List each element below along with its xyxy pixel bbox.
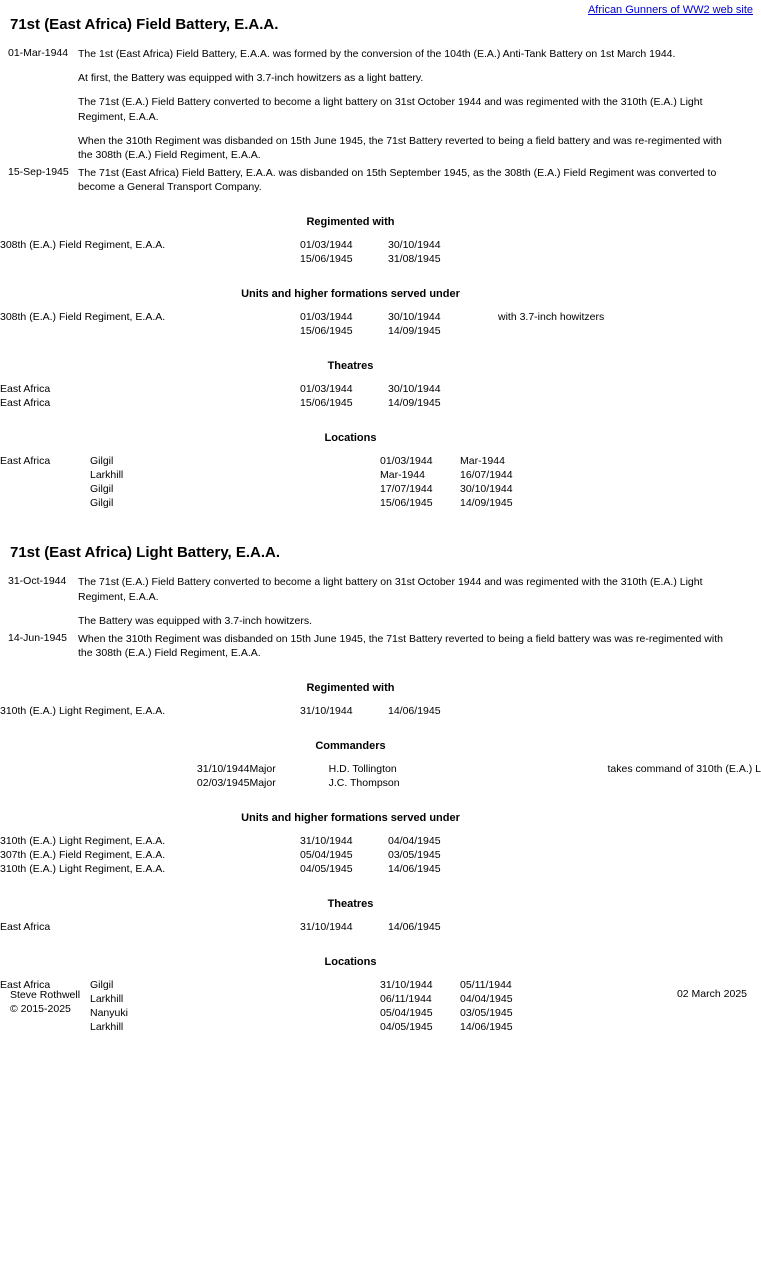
african-gunners-website-link[interactable]: African Gunners of WW2 web site bbox=[587, 4, 753, 16]
unit-to-date: 14/09/1945 bbox=[388, 325, 441, 338]
unit-to-date: 30/10/1944 bbox=[388, 311, 441, 324]
table-row bbox=[0, 762, 761, 776]
table-row bbox=[0, 238, 761, 252]
unit-note bbox=[498, 848, 761, 862]
location-from-date: 17/07/1944 bbox=[380, 483, 433, 496]
unit-from-date: 01/03/1944 bbox=[300, 239, 353, 252]
block-heading: Commanders bbox=[315, 740, 386, 753]
commander-note: takes command of 310th (E.A.) L bbox=[607, 763, 761, 776]
location-region bbox=[0, 1020, 90, 1034]
commander-date: 02/03/1945 bbox=[196, 777, 250, 790]
location-to-date: Mar-1944 bbox=[460, 455, 505, 468]
data-table bbox=[0, 238, 761, 266]
event-paragraph: The 1st (East Africa) Field Battery, E.A.A. was formed by the conversion of the 104th (E.A.) Anti-Tank Battery on 1st March 1944. bbox=[78, 48, 676, 60]
unit-name: 308th (E.A.) Field Regiment, E.A.A. bbox=[0, 239, 166, 252]
location-place: Gilgil bbox=[90, 483, 114, 496]
block-heading: Units and higher formations served under bbox=[241, 288, 460, 301]
unit-note bbox=[498, 704, 761, 718]
data-table bbox=[0, 704, 761, 718]
location-from-date: 06/11/1944 bbox=[380, 993, 432, 1006]
theatre-from-date: 15/06/1945 bbox=[300, 397, 353, 410]
theatre-name: East Africa bbox=[0, 397, 51, 410]
block-heading: Regimented with bbox=[306, 216, 395, 229]
theatre-note bbox=[498, 920, 761, 934]
page-footer bbox=[0, 988, 761, 1016]
event-paragraph: When the 310th Regiment was disbanded on 15th June 1945, the 71st Battery reverted to being a field battery was was re-regimented with the 308th (E.A.) Field Regiment, E.A.A. bbox=[78, 632, 723, 660]
location-from-date: 04/05/1945 bbox=[380, 1021, 433, 1034]
theatre-to-date: 14/06/1945 bbox=[388, 921, 441, 934]
unit-to-date: 03/05/1945 bbox=[388, 849, 441, 862]
unit-name: 307th (E.A.) Field Regiment, E.A.A. bbox=[0, 849, 166, 862]
theatre-note bbox=[498, 396, 761, 410]
data-table bbox=[0, 834, 761, 876]
commander-rank: Major bbox=[249, 763, 276, 776]
location-to-date: 03/05/1945 bbox=[460, 1007, 513, 1020]
event-row bbox=[0, 632, 761, 660]
theatre-to-date: 30/10/1944 bbox=[388, 383, 441, 396]
unit-note: with 3.7-inch howitzers bbox=[498, 311, 605, 324]
event-paragraph: The 71st (East Africa) Field Battery, E.A.A. was disbanded on 15th September 1945, as the 308th (E.A.) Field Regiment was converted to become a General Transport Company. bbox=[78, 167, 717, 194]
unit-from-date: 04/05/1945 bbox=[300, 863, 353, 876]
table-row bbox=[0, 848, 761, 862]
location-from-date: 05/04/1945 bbox=[380, 1007, 433, 1020]
unit-note bbox=[498, 238, 761, 252]
location-from-date: 31/10/1944 bbox=[380, 979, 433, 992]
unit-from-date: 15/06/1945 bbox=[300, 253, 353, 266]
table-row bbox=[0, 468, 761, 482]
theatre-name: East Africa bbox=[0, 921, 51, 934]
table-row bbox=[0, 834, 761, 848]
location-from-date: 15/06/1945 bbox=[380, 497, 433, 510]
location-from-date: Mar-1944 bbox=[380, 469, 425, 482]
sections-container bbox=[0, 16, 761, 1034]
theatre-name: East Africa bbox=[0, 383, 51, 396]
data-table bbox=[0, 382, 761, 410]
unit-name: 310th (E.A.) Light Regiment, E.A.A. bbox=[0, 835, 166, 848]
unit-name: 308th (E.A.) Field Regiment, E.A.A. bbox=[0, 311, 166, 324]
table-row bbox=[0, 252, 761, 266]
unit-to-date: 14/06/1945 bbox=[388, 863, 441, 876]
data-block bbox=[0, 740, 761, 790]
unit-section bbox=[0, 544, 761, 1034]
data-block bbox=[0, 216, 761, 266]
unit-note bbox=[498, 252, 761, 266]
footer-author: Steve Rothwell bbox=[10, 988, 81, 1001]
location-place: Gilgil bbox=[90, 979, 114, 992]
commander-date: 31/10/1944 bbox=[196, 763, 250, 776]
event-text bbox=[78, 632, 761, 660]
unit-name bbox=[0, 252, 300, 266]
unit-to-date: 14/06/1945 bbox=[388, 705, 441, 718]
location-region: East Africa bbox=[0, 455, 51, 468]
top-link-row bbox=[0, 0, 761, 16]
theatre-from-date: 31/10/1944 bbox=[300, 921, 353, 934]
data-table bbox=[0, 310, 761, 338]
unit-name: 310th (E.A.) Light Regiment, E.A.A. bbox=[0, 705, 166, 718]
table-row bbox=[0, 310, 761, 324]
location-from-date: 01/03/1944 bbox=[380, 455, 433, 468]
location-place: Gilgil bbox=[90, 455, 114, 468]
commander-rank: Major bbox=[249, 777, 276, 790]
location-place: Gilgil bbox=[90, 497, 114, 510]
unit-name bbox=[0, 324, 300, 338]
data-table bbox=[0, 920, 761, 934]
unit-note bbox=[498, 834, 761, 848]
unit-note bbox=[498, 862, 761, 876]
event-text bbox=[78, 575, 761, 628]
unit-from-date: 31/10/1944 bbox=[300, 835, 353, 848]
table-row bbox=[0, 324, 761, 338]
table-row bbox=[0, 1020, 761, 1034]
event-text bbox=[78, 47, 761, 162]
block-heading: Locations bbox=[324, 956, 377, 969]
commander-name: J.C. Thompson bbox=[328, 777, 400, 790]
location-to-date: 14/09/1945 bbox=[460, 497, 513, 510]
unit-name: 310th (E.A.) Light Regiment, E.A.A. bbox=[0, 863, 166, 876]
unit-to-date: 30/10/1944 bbox=[388, 239, 441, 252]
unit-title: 71st (East Africa) Light Battery, E.A.A. bbox=[10, 544, 281, 562]
location-region bbox=[0, 482, 90, 496]
event-list bbox=[0, 47, 761, 194]
event-date: 31-Oct-1944 bbox=[8, 575, 67, 588]
block-heading: Regimented with bbox=[306, 682, 395, 695]
footer-copyright: © 2015-2025 bbox=[10, 1003, 71, 1016]
location-to-date: 05/11/1944 bbox=[460, 979, 512, 992]
location-place: Larkhill bbox=[90, 1021, 124, 1034]
theatre-to-date: 14/09/1945 bbox=[388, 397, 441, 410]
table-row bbox=[0, 396, 761, 410]
location-to-date: 14/06/1945 bbox=[460, 1021, 513, 1034]
commander-name: H.D. Tollington bbox=[328, 763, 397, 776]
location-to-date: 04/04/1945 bbox=[460, 993, 513, 1006]
theatre-note bbox=[498, 382, 761, 396]
table-row bbox=[0, 862, 761, 876]
event-paragraph: The 71st (E.A.) Field Battery converted to become a light battery on 31st October 1944 and was regimented with the 310th (E.A.) Light Regiment, E.A.A. bbox=[78, 576, 703, 603]
data-table bbox=[0, 762, 761, 790]
location-region bbox=[0, 496, 90, 510]
footer-left bbox=[10, 988, 80, 1016]
location-region: East Africa bbox=[0, 979, 51, 992]
table-row bbox=[0, 920, 761, 934]
event-paragraph: The Battery was equipped with 3.7-inch howitzers. bbox=[78, 614, 313, 627]
unit-title-wrap bbox=[0, 16, 761, 33]
data-block bbox=[0, 898, 761, 934]
commander-note bbox=[608, 776, 761, 790]
table-row bbox=[0, 776, 761, 790]
location-place: Larkhill bbox=[90, 993, 124, 1006]
unit-from-date: 31/10/1944 bbox=[300, 705, 353, 718]
event-row bbox=[0, 575, 761, 628]
unit-title-wrap bbox=[0, 544, 761, 561]
unit-title: 71st (East Africa) Field Battery, E.A.A. bbox=[10, 16, 279, 33]
event-paragraph: The 71st (E.A.) Field Battery converted to become a light battery on 31st October 1944 and was regimented with the 310th (E.A.) Light Regiment, E.A.A. bbox=[78, 96, 703, 123]
table-row bbox=[0, 382, 761, 396]
block-heading: Theatres bbox=[327, 360, 374, 373]
unit-from-date: 05/04/1945 bbox=[300, 849, 353, 862]
location-region bbox=[0, 468, 90, 482]
table-row bbox=[0, 482, 761, 496]
block-heading: Theatres bbox=[327, 898, 374, 911]
data-block bbox=[0, 432, 761, 510]
event-text bbox=[78, 166, 761, 194]
footer-date: 02 March 2025 bbox=[676, 987, 747, 1000]
event-row bbox=[0, 166, 761, 194]
table-row bbox=[0, 704, 761, 718]
event-list bbox=[0, 575, 761, 660]
event-paragraph: At first, the Battery was equipped with 3.7-inch howitzers as a light battery. bbox=[78, 72, 424, 85]
event-date: 01-Mar-1944 bbox=[8, 47, 69, 59]
event-date: 14-Jun-1945 bbox=[8, 631, 67, 644]
location-place: Larkhill bbox=[90, 469, 124, 482]
unit-from-date: 01/03/1944 bbox=[300, 311, 353, 324]
table-row bbox=[0, 454, 761, 468]
data-block bbox=[0, 288, 761, 338]
data-block bbox=[0, 682, 761, 718]
unit-section bbox=[0, 16, 761, 510]
location-place: Nanyuki bbox=[90, 1007, 128, 1020]
table-row bbox=[0, 496, 761, 510]
event-row bbox=[0, 47, 761, 162]
unit-to-date: 04/04/1945 bbox=[388, 835, 441, 848]
location-to-date: 16/07/1944 bbox=[460, 469, 513, 482]
location-to-date: 30/10/1944 bbox=[460, 483, 513, 496]
block-heading: Locations bbox=[324, 432, 377, 445]
data-block bbox=[0, 812, 761, 876]
event-paragraph: When the 310th Regiment was disbanded on 15th June 1945, the 71st Battery reverted to being a field battery and was re-regimented with the 308th (E.A.) Field Regiment, E.A.A. bbox=[78, 134, 722, 161]
unit-note bbox=[498, 324, 761, 338]
block-heading: Units and higher formations served under bbox=[241, 812, 460, 825]
unit-from-date: 15/06/1945 bbox=[300, 325, 353, 338]
event-date: 15-Sep-1945 bbox=[8, 166, 69, 179]
theatre-from-date: 01/03/1944 bbox=[300, 383, 353, 396]
data-table bbox=[0, 454, 761, 510]
unit-to-date: 31/08/1945 bbox=[388, 253, 441, 266]
data-block bbox=[0, 360, 761, 410]
